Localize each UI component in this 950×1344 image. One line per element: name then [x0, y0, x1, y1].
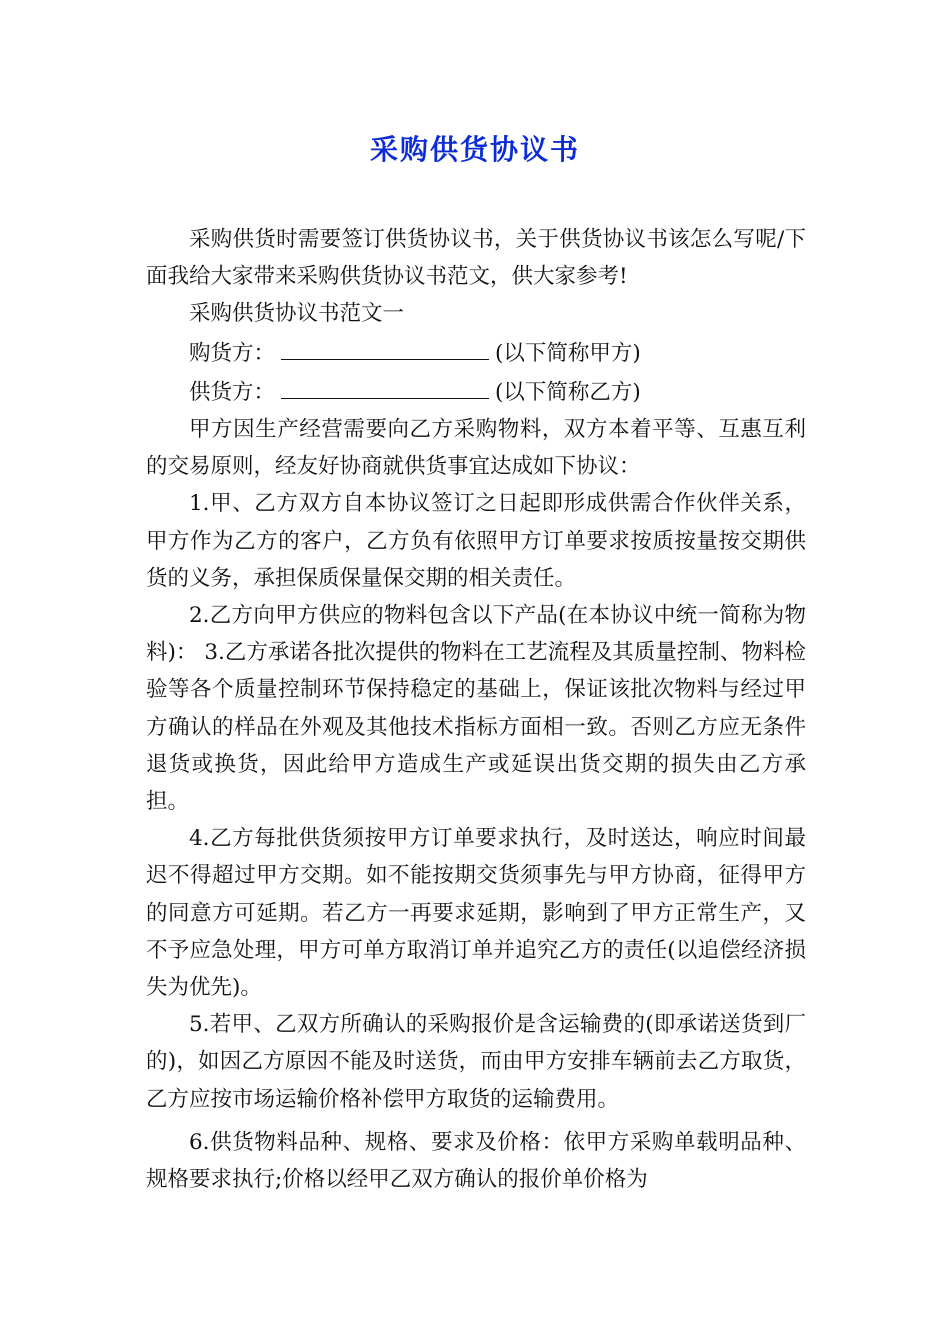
preamble-paragraph: 甲方因生产经营需要向乙方采购物料，双方本着平等、互惠互利的交易原则，经友好协商就供货事宜达成如下协议：	[146, 417, 806, 480]
clause-1: 1.甲、乙方双方自本协议签订之日起即形成供需合作伙伴关系，甲方作为乙方的客户，乙方负有依照甲方订单要求按质按量按交期供货的义务，承担保质保量保交期的相关责任。	[146, 491, 806, 591]
buyer-line	[146, 333, 806, 372]
document-title: 采购供货协议书	[369, 133, 580, 166]
clause-6: 6.供货物料品种、规格、要求及价格：依甲方采购单载明品种、规格要求执行;价格以经甲乙双方确认的报价单价格为	[146, 1129, 806, 1193]
buyer-suffix: (以下简称甲方)	[495, 340, 641, 366]
intro-paragraph: 采购供货时需要签订供货协议书，关于供货协议书该怎么写呢/下面我给大家带来采购供货协议书范文，供大家参考!	[146, 227, 806, 290]
clause-4: 4.乙方每批供货须按甲方订单要求执行，及时送达，响应时间最迟不得超过甲方交期。如不能按期交货须事先与甲方协商，征得甲方的同意方可延期。若乙方一再要求延期，影响到了甲方正常生产，又不予应急处理，甲方可单方取消订单并追究乙方的责任(以追偿经济损失为优先)。	[146, 826, 806, 1001]
buyer-blank-field[interactable]	[281, 333, 489, 360]
supplier-label: 供货方：	[189, 379, 276, 405]
supplier-blank-field[interactable]	[281, 372, 489, 399]
clause-5: 5.若甲、乙双方所确认的采购报价是含运输费的(即承诺送货到厂的)，如因乙方原因不能及时送货，而由甲方安排车辆前去乙方取货，乙方应按市场运输价格补偿甲方取货的运输费用。	[146, 1012, 806, 1112]
supplier-suffix: (以下简称乙方)	[495, 379, 641, 405]
clause-2-3: 2.乙方向甲方供应的物料包含以下产品(在本协议中统一简称为物料)： 3.乙方承诺各批次提供的物料在工艺流程及其质量控制、物料检验等各个质量控制环节保持稳定的基础上，保证该批次物料与经过甲方确认的样品在外观及其他技术指标方面相一致。否则乙方应无条件退货或换货，因此给甲方造成生产或延误出货交期的损失由乙方承担。	[146, 603, 806, 815]
document-body	[146, 221, 806, 1198]
sample-heading: 采购供货协议书范文一	[189, 301, 405, 327]
buyer-label: 购货方：	[189, 340, 276, 366]
supplier-line	[146, 372, 806, 411]
